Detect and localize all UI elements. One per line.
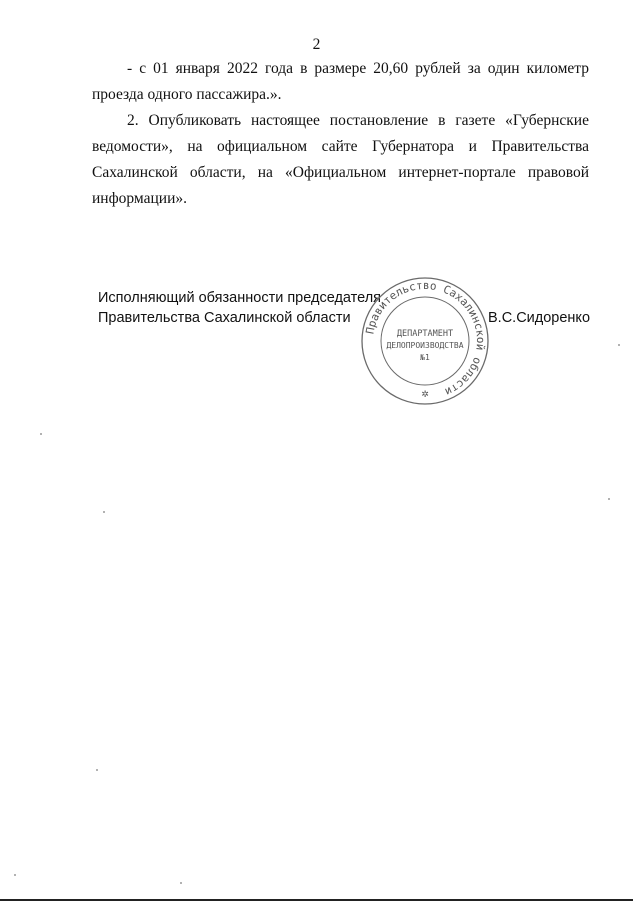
page-number: 2 — [312, 36, 321, 53]
scan-speck — [40, 433, 42, 435]
seal-inner-line3: №1 — [420, 353, 430, 362]
scan-speck — [96, 769, 98, 771]
seal-inner-line1: ДЕПАРТАМЕНТ — [396, 329, 454, 339]
document-body — [92, 56, 589, 212]
scan-speck — [103, 511, 105, 513]
signatory-position-line2: Правительства Сахалинской области — [98, 310, 351, 326]
seal-inner-line2: ДЕЛОПРОИЗВОДСТВА — [386, 341, 464, 350]
seal-star-icon: ✲ — [421, 390, 429, 400]
scan-speck — [618, 344, 620, 346]
signatory-position-line1: Исполняющий обязанности председателя — [98, 290, 382, 306]
signatory-name: В.С.Сидоренко — [488, 310, 591, 326]
official-seal-stamp — [360, 276, 490, 406]
paragraph-publication: 2. Опубликовать настоящее постановление в газете «Губернские ведомости», на официальном сайте Губернатора и Правительства Сахалинской области, на «Официальном интернет-портале правовой информации». — [92, 112, 589, 207]
page-bottom-edge — [0, 899, 633, 901]
scan-speck — [180, 882, 182, 884]
scan-speck — [608, 498, 610, 500]
seal-outer-text: Правительство Сахалинской области — [363, 278, 488, 399]
signatory-position — [98, 288, 381, 328]
scan-speck — [14, 874, 16, 876]
paragraph-continuation: - с 01 января 2022 года в размере 20,60 рублей за один километр проезда одного пассажира.». — [92, 60, 589, 103]
